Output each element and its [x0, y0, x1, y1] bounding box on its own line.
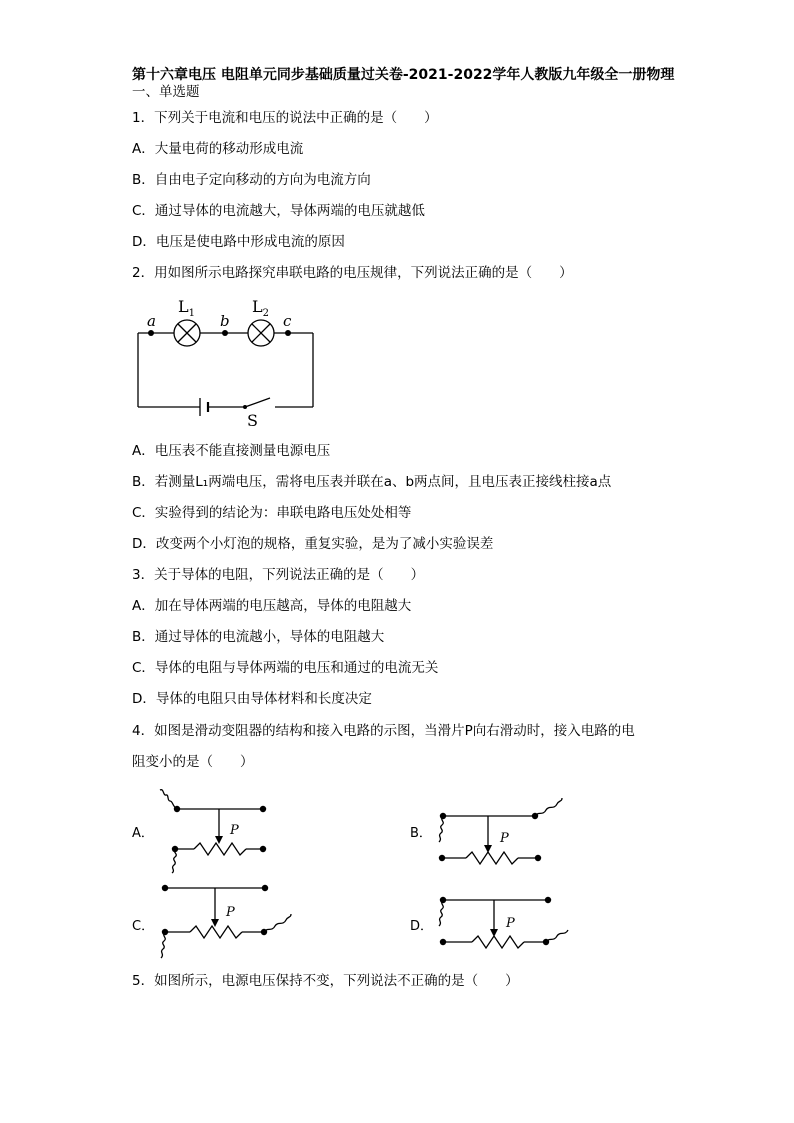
- q4-label-a: A．: [132, 826, 154, 841]
- node-b-dot: [222, 330, 228, 336]
- rheostat-figure-b: [428, 792, 568, 872]
- label-c: c: [283, 312, 292, 330]
- node-c-dot: [285, 330, 291, 336]
- q3-option-b: B．通过导体的电流越小，导体的电阻越大: [132, 629, 385, 645]
- q4-label-c: C．: [132, 919, 155, 934]
- q1-option-b: B．自由电子定向移动的方向为电流方向: [132, 172, 371, 188]
- q2-option-d: D．改变两个小灯泡的规格，重复实验，是为了减小实验误差: [132, 536, 494, 552]
- rheostat-figure-d: [428, 886, 573, 966]
- q1-option-d: D．电压是使电路中形成电流的原因: [132, 234, 345, 250]
- slider-label-c: P: [226, 905, 235, 920]
- slider-label-a: P: [230, 823, 239, 838]
- slider-label-b: P: [500, 831, 509, 846]
- q4-stem-line2: 阻变小的是（ ）: [132, 754, 254, 770]
- q3-option-d: D．导体的电阻只由导体材料和长度决定: [132, 691, 372, 707]
- section-heading: 一、单选题: [132, 84, 200, 100]
- label-L1: $L_1$: [178, 297, 195, 319]
- q1-stem: 1．下列关于电流和电压的说法中正确的是（ ）: [132, 110, 438, 126]
- q1-option-c: C．通过导体的电流越大，导体两端的电压就越低: [132, 203, 425, 219]
- node-a-dot: [148, 330, 154, 336]
- document-title: 第十六章电压 电阻单元同步基础质量过关卷-2021-2022学年人教版九年级全一册物理: [132, 67, 675, 83]
- q2-option-c: C．实验得到的结论为：串联电路电压处处相等: [132, 505, 412, 521]
- q5-stem: 5．如图所示，电源电压保持不变，下列说法不正确的是（ ）: [132, 973, 519, 989]
- q4-label-d: D．: [410, 919, 434, 934]
- q3-option-a: A．加在导体两端的电压越高，导体的电阻越大: [132, 598, 412, 614]
- q2-option-b: B．若测量L₁两端电压，需将电压表并联在a、b两点间，且电压表正接线柱接a点: [132, 474, 612, 490]
- q2-stem: 2．用如图所示电路探究串联电路的电压规律，下列说法正确的是（ ）: [132, 265, 573, 281]
- slider-label-d: P: [506, 916, 515, 931]
- label-b: b: [220, 312, 230, 330]
- q4-stem-line1: 4．如图是滑动变阻器的结构和接入电路的示图，当滑片P向右滑动时，接入电路的电: [132, 723, 635, 739]
- rheostat-figure-c: [150, 876, 300, 966]
- switch-pivot-dot: [243, 405, 247, 409]
- label-L2: $L_2$: [252, 297, 269, 319]
- q2-option-a: A．电压表不能直接测量电源电压: [132, 443, 331, 459]
- q4-label-b: B．: [410, 826, 432, 841]
- q1-option-a: A．大量电荷的移动形成电流: [132, 141, 304, 157]
- rheostat-figure-a: [150, 786, 280, 876]
- label-S: S: [247, 411, 258, 430]
- series-circuit-diagram: [128, 290, 328, 430]
- label-a: a: [147, 312, 156, 330]
- q3-option-c: C．导体的电阻与导体两端的电压和通过的电流无关: [132, 660, 439, 676]
- q3-stem: 3．关于导体的电阻，下列说法正确的是（ ）: [132, 567, 425, 583]
